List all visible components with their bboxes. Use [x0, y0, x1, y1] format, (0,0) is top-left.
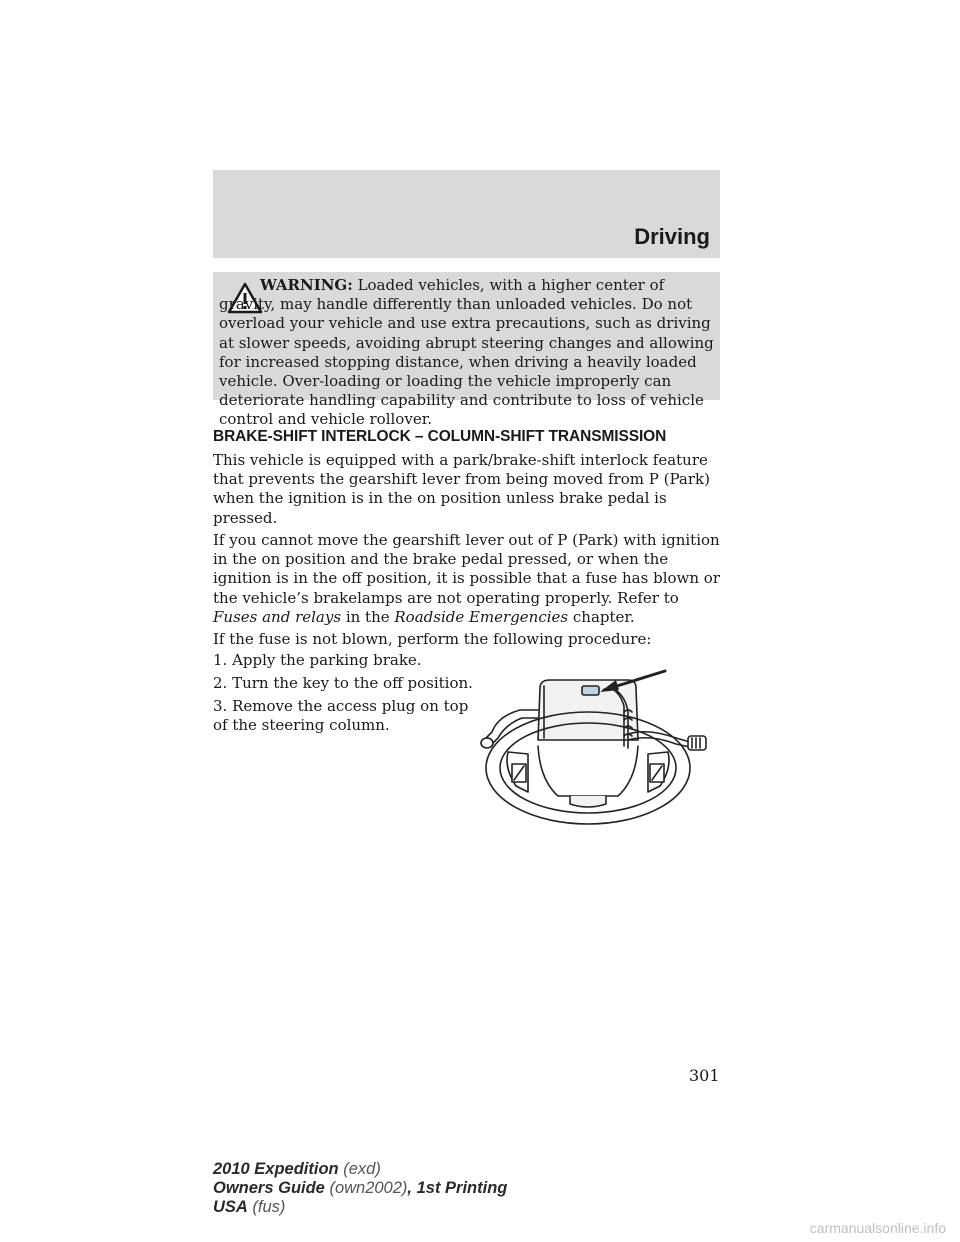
warning-text — [219, 276, 714, 430]
watermark-link[interactable]: carmanualsonline.info — [809, 1220, 946, 1236]
warning-box — [213, 272, 720, 429]
paragraph-interlock-description: This vehicle is equipped with a park/brake-shift interlock feature that prevents the gearshift lever from being moved from P (Park) when the ignition is in the on position unless brake pedal is pressed. — [213, 451, 710, 527]
steering-column-illustration — [478, 668, 718, 838]
page-number: 301 — [689, 1066, 720, 1085]
paragraph-fuse-check: If you cannot move the gearshift lever out of P (Park) with ignition in the on position and the brake pedal pressed, or when the ignition is in the off position, it is possible that a fuse has blown or the vehicle’s brakelamps are not operating properly. Refer to Fuses and relays in the Roadside Emergencies chapter. — [213, 531, 720, 626]
section-title: Driving — [634, 224, 710, 249]
paragraph-procedure-intro: If the fuse is not blown, perform the following procedure: — [213, 630, 652, 648]
step-1: 1. Apply the parking brake. — [213, 651, 422, 669]
step-3: 3. Remove the access plug on top of the steering column. — [213, 697, 469, 735]
reference-roadside-emergencies: Roadside Emergencies — [394, 607, 569, 626]
document-footer: 2010 Expedition (exd) Owners Guide (own2002), 1st Printing USA (fus) — [213, 1160, 508, 1216]
reference-fuses-and-relays: Fuses and relays — [213, 607, 342, 626]
warning-body: Loaded vehicles, with a higher center of gravity, may handle differently than unloaded vehicles. Do not overload your vehicle and use extra precautions, such as driving at slower speeds, avoiding abrupt steering changes and allowing for increased stopping distance, when driving a heavily loaded vehicle. Over-loading or loading the vehicle improperly can deteriorate handling capability and contribute to loss of vehicle control and vehicle rollover. — [219, 276, 714, 429]
section-header-band — [213, 170, 720, 258]
warning-label: WARNING: — [260, 276, 353, 294]
section-heading: BRAKE-SHIFT INTERLOCK – COLUMN-SHIFT TRANSMISSION — [213, 428, 667, 445]
step-2: 2. Turn the key to the off position. — [213, 674, 473, 692]
